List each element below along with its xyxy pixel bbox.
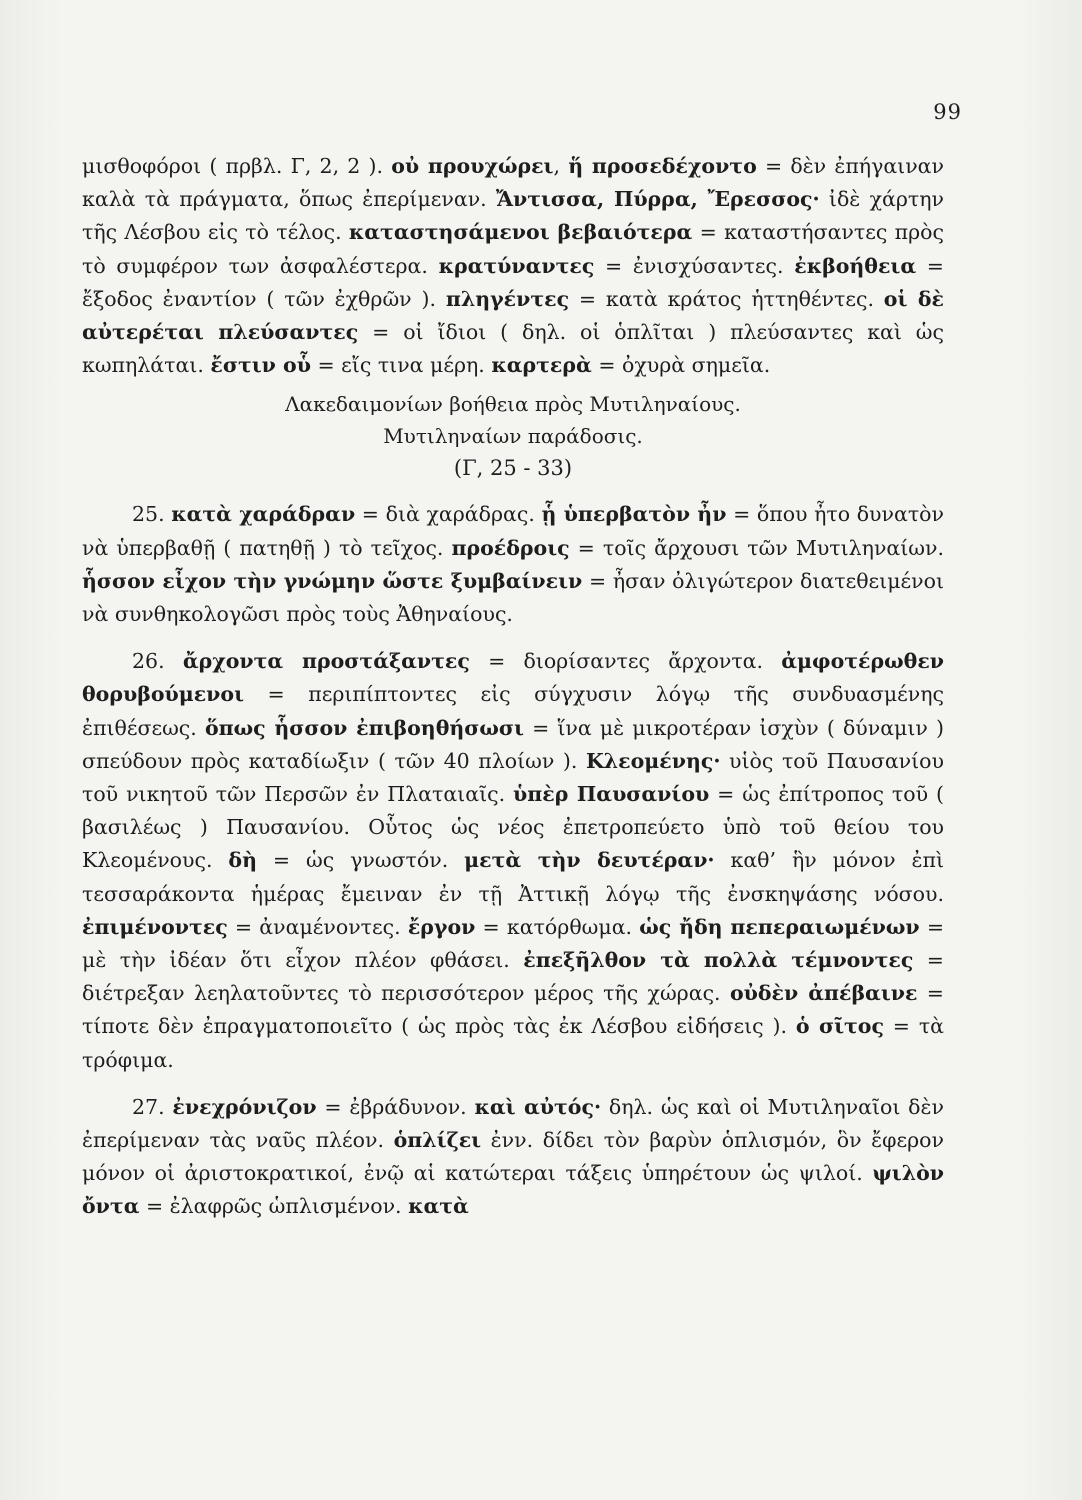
gloss-text: = περιπίπτοντες εἰς σύγχυσιν λόγῳ τῆς συνδυασμένης ἐπιθέσεως. xyxy=(82,682,944,740)
lemma-term: καὶ αὐτός· xyxy=(474,1094,602,1119)
lemma-term: οἱ δὲ αὐτερέται πλεύσαντες xyxy=(82,286,944,345)
lemma-term: ἔστιν οὗ xyxy=(210,353,311,378)
lemma-term: ᾗ ὑπερβατὸν ἦν xyxy=(541,502,727,527)
gloss-text: = ἵνα μὲ μικροτέραν ἰσχὺν ( δύναμιν ) σπεύδουν πρὸς καταδίωξιν ( τῶν 40 πλοίων ). xyxy=(82,715,944,773)
section-reference: (Γ, 25 - 33) xyxy=(453,456,573,481)
lemma-term: ὡς ἤδη πεπεραιωμένων xyxy=(639,914,920,939)
lemma-term: ἐκβοήθεια xyxy=(794,253,917,278)
gloss-text: = ἦσαν ὀλιγώτερον διατεθειμένοι νὰ συνθηκολογῶσι πρὸς τοὺς Ἀθηναίους. xyxy=(82,568,944,627)
lemma-term: ἧσσον εἶχον τὴν γνώμην ὥστε ξυμβαίνειν xyxy=(82,568,583,593)
lemma-term: ὑπὲρ Παυσανίου xyxy=(513,782,710,807)
gloss-text: = καταστήσαντες πρὸς τὸ συμφέρον των ἀσφαλέστερα. xyxy=(82,220,944,278)
gloss-text: ἰδὲ χάρτην τῆς Λέσβου εἰς τὸ τέλος. xyxy=(82,187,944,245)
lemma-term: καταστησάμενοι βεβαιότερα xyxy=(348,220,693,245)
gloss-text: = διὰ χαράδρας. xyxy=(355,502,542,527)
lemma-term: μετὰ τὴν δευτέραν· xyxy=(464,848,715,873)
gloss-text: = τίποτε δὲν ἐπραγματοποιεῖτο ( ὡς πρὸς τὰς ἐκ Λέσβου εἰδήσεις ). xyxy=(82,981,944,1039)
lemma-term: ψιλὸν ὄντα xyxy=(82,1161,944,1219)
gloss-text: = ὀχυρὰ σημεῖα. xyxy=(591,353,771,378)
gloss-text: = εἴς τινα μέρη. xyxy=(310,353,492,378)
note-paragraph-26 xyxy=(82,645,944,1077)
gloss-text: = ἔξοδος ἐναντίον ( τῶν ἐχθρῶν ). xyxy=(82,253,944,311)
lemma-term: προέδροις xyxy=(451,535,570,560)
lemma-term: ἐπιμένοντες xyxy=(82,914,228,939)
gloss-text: = οἱ ἴδιοι ( δηλ. οἱ ὁπλῖται ) πλεύσαντες καὶ ὡς κωπηλάται. xyxy=(82,320,944,378)
gloss-text: , xyxy=(553,154,569,178)
gloss-text: = ὅπου ἦτο δυνατὸν νὰ ὑπερβαθῇ ( πατηθῇ ) τὸ τεῖχος. xyxy=(82,502,944,560)
gloss-text: υἱὸς τοῦ Παυσανίου τοῦ νικητοῦ τῶν Περσῶν ἐν Πλαταιαῖς. xyxy=(82,748,944,807)
lemma-term: Ἄντισσα, Πύρρα, Ἔρεσσος· xyxy=(495,187,820,212)
gloss-text: δηλ. ὡς καὶ οἱ Μυτιληναῖοι δὲν ἐπερίμεναν τὰς ναῦς πλέον. xyxy=(82,1094,944,1153)
lemma-term: οὐ προυχώρει xyxy=(391,154,554,178)
gloss-text: = κατὰ κράτος ἡττηθέντες. xyxy=(569,286,884,311)
gloss-text: = τὰ τρόφιμα. xyxy=(82,1014,944,1072)
gloss-text: = μὲ τὴν ἰδέαν ὅτι εἶχον πλέον φθάσει. xyxy=(82,914,945,973)
gloss-text: = ὡς ἐπίτροπος τοῦ ( βασιλέως ) Παυσανίου. Οὗτος ὡς νέος ἐπετροπεύετο ὑπὸ τοῦ θείου του Κλεομένους. xyxy=(82,782,944,873)
lemma-term: ἐνεχρόνιζον xyxy=(172,1094,317,1119)
lemma-term: κρατύναντες xyxy=(438,253,595,278)
gloss-text: μισθοφόροι ( πρβλ. Γ, 2, 2 ). xyxy=(82,154,392,178)
lemma-term: κατὰ χαράδραν xyxy=(171,502,356,527)
gloss-text: = ἐβράδυνον. xyxy=(316,1094,475,1119)
section-subheading: Μυτιληναίων παράδοσις. xyxy=(383,424,643,449)
note-paragraph-27 xyxy=(82,1091,944,1224)
gloss-text: = ὡς γνωστόν. xyxy=(256,848,465,873)
intro-paragraph xyxy=(82,150,944,382)
gloss-text: 26. xyxy=(132,649,183,674)
gloss-text: = ἐλαφρῶς ὡπλισμένον. xyxy=(139,1194,409,1219)
lemma-term: καρτερὰ xyxy=(491,353,592,378)
lemma-term: πληγέντες xyxy=(445,286,570,311)
section-heading: Λακεδαιμονίων βοήθεια πρὸς Μυτιληναίους. xyxy=(285,392,741,417)
lemma-term: ἀμφοτέρωθεν θορυβούμενοι xyxy=(82,649,945,707)
lemma-term: ὅπως ἧσσον ἐπιβοηθήσωσι xyxy=(204,715,524,740)
gloss-text: 25. xyxy=(132,502,172,527)
lemma-term: ἄρχοντα προστάξαντες xyxy=(182,649,470,674)
lemma-term: οὐδὲν ἀπέβαινε xyxy=(729,981,918,1006)
lemma-term: κατὰ xyxy=(408,1194,469,1219)
lemma-term: ὁπλίζει xyxy=(393,1128,482,1153)
gloss-text: = τοῖς ἄρχουσι τῶν Μυτιληναίων. xyxy=(569,535,944,560)
lemma-term: ὁ σῖτος xyxy=(795,1014,884,1039)
lemma-term: Κλεομένης· xyxy=(585,748,721,773)
note-paragraph-25 xyxy=(82,498,944,631)
gloss-text: ἐνν. δίδει τὸν βαρὺν ὁπλισμόν, ὃν ἔφερον μόνον οἱ ἀριστοκρατικοί, ἐνῷ αἱ κατώτεραι τάξεις ὑπηρέτουν ὡς ψιλοί. xyxy=(82,1128,944,1186)
lemma-term: ἐπεξῆλθον τὰ πολλὰ τέμνοντες xyxy=(523,948,914,973)
gloss-text: = ἀναμένοντες. xyxy=(227,914,408,939)
lemma-term: δὴ xyxy=(228,848,257,873)
lemma-term: ἔργον xyxy=(407,914,476,939)
gloss-text: καθ’ ἣν μόνον ἐπὶ τεσσαράκοντα ἡμέρας ἔμειναν ἐν τῇ Ἀττικῇ λόγῳ τῆς ἐνσκηψάσης νόσου. xyxy=(82,848,944,906)
gloss-text: = ἐνισχύσαντες. xyxy=(594,253,795,278)
gloss-text: = δὲν ἐπήγαιναν καλὰ τὰ πράγματα, ὅπως ἐπερίμεναν. xyxy=(82,154,944,212)
gloss-text: = κατόρθωμα. xyxy=(475,914,640,939)
page-number: 99 xyxy=(933,100,962,124)
gloss-text: = διορίσαντες ἄρχοντα. xyxy=(469,649,782,674)
lemma-term: ἥ προσεδέχοντο xyxy=(568,154,757,178)
gloss-text: 27. xyxy=(132,1094,173,1119)
gloss-text: = διέτρεξαν λεηλατοῦντες τὸ περισσότερον μέρος τῆς χώρας. xyxy=(82,948,944,1006)
page-body xyxy=(82,150,944,1224)
